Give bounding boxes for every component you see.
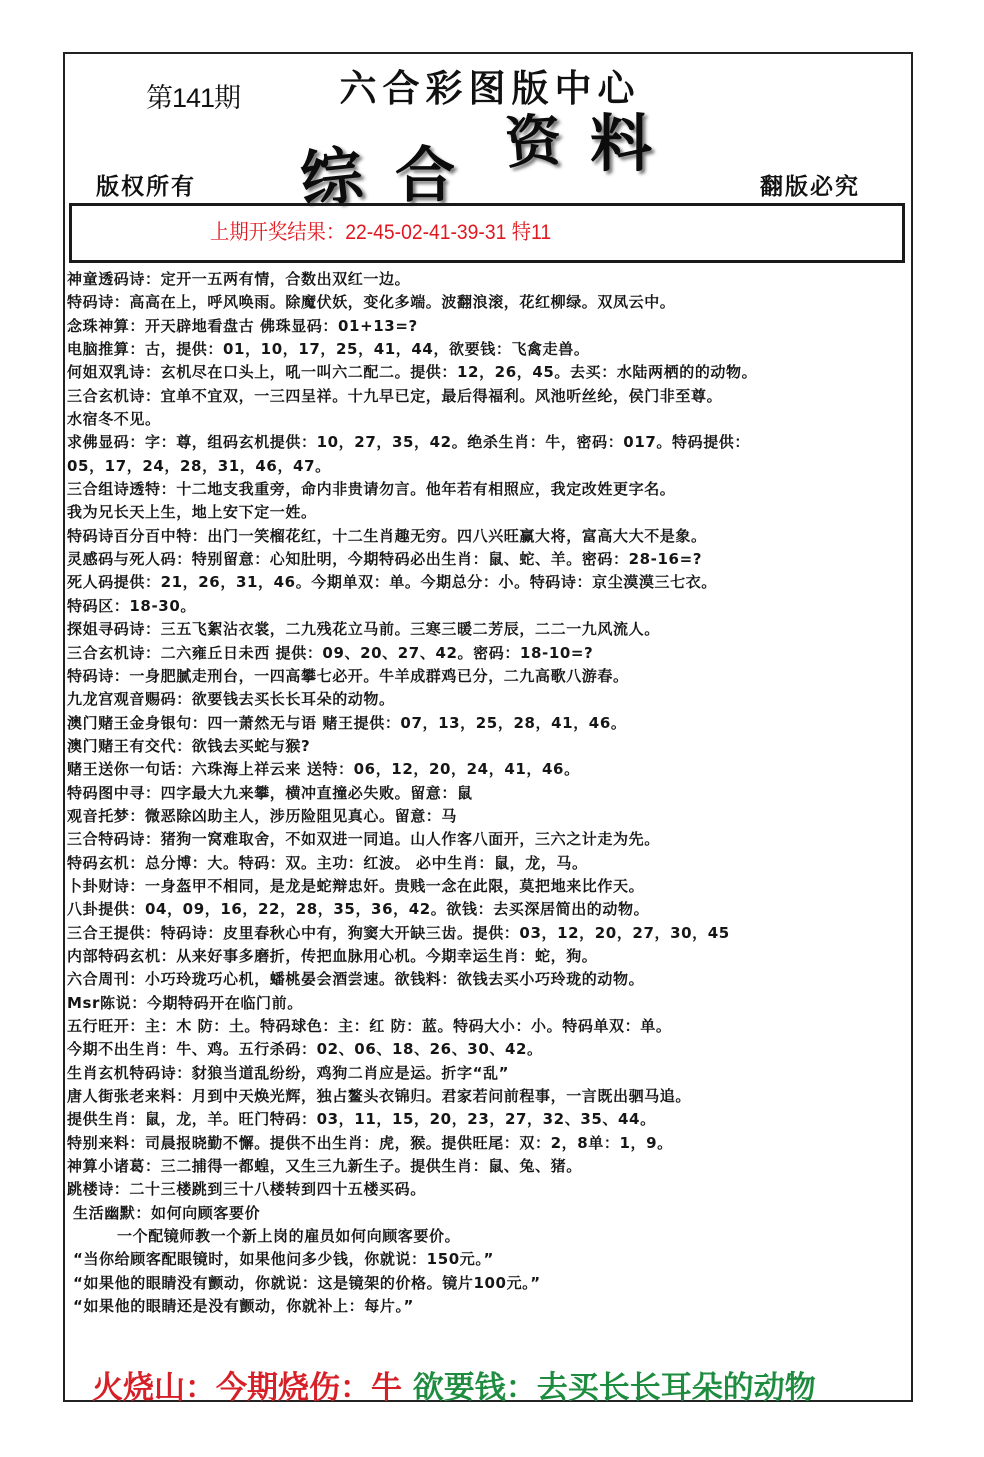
text-line: 水宿冬不见。	[67, 410, 161, 429]
text-line: 三合特码诗：猪狗一窝难取舍，不如双进一同追。山人作客八面开，三六之计走为先。	[67, 830, 660, 849]
text-line: Msr陈说：今期特码开在临门前。	[67, 993, 303, 1012]
last-result-text: 上期开奖结果：22-45-02-41-39-31 特11	[210, 221, 552, 244]
text-line: 澳门赌王有交代：欲钱去买蛇与猴?	[67, 736, 311, 755]
text-line: 何姐双乳诗：玄机尽在口头上，吼一叫六二配二。提供：12，26，45。去买：水陆两栖的的动物。	[67, 363, 758, 382]
text-line: 特码诗：高高在上，呼风唤雨。除魔伏妖，变化多端。波翻浪滚，花红柳绿。双凤云中。	[67, 293, 676, 312]
text-line: 生肖玄机特码诗：豺狼当道乱纷纷，鸡狗二肖应是运。折字“乱”	[67, 1063, 510, 1082]
text-line: 三合王提供：特码诗：皮里春秋心中有，狗窦大开缺三齿。提供：03，12，20，27，30，45	[67, 923, 730, 942]
humor-intro: 一个配镜师教一个新上岗的雇员如何向顾客要价。	[117, 1227, 461, 1246]
text-line: 澳门赌王金身银句：四一萧然无与语 赌王提供：07，13，25，28，41，46。	[67, 713, 627, 732]
humor-title: 生活幽默：如何向顾客要价	[73, 1203, 261, 1222]
copyright-right: 翻版必究	[760, 174, 860, 200]
humor-quote: “如果他的眼睛还是没有颤动，你就补上：每片。”	[73, 1297, 415, 1316]
footer-banner	[92, 1362, 816, 1407]
footer-green-text: 欲要钱：去买长长耳朵的动物	[412, 1370, 816, 1406]
big-title-char-2: 合	[395, 141, 455, 211]
text-line: 我为兄长天上生，地上安下定一姓。	[67, 503, 317, 522]
content-lines	[67, 268, 913, 1318]
text-line: 特码诗：一身肥腻走刑台，一四高攀七必开。牛羊成群鸡已分，二九高歌八游春。	[67, 666, 629, 685]
text-line: 六合周刊：小巧玲珑巧心机，蟠桃晏会酒尝速。欲钱料：欲钱去买小巧玲珑的动物。	[67, 970, 645, 989]
text-line: 探姐寻码诗：三五飞絮沾衣裳，二九残花立马前。三寒三暖二芳辰，二二一九风流人。	[67, 620, 660, 639]
text-line: 今期不出生肖：牛、鸡。五行杀码：02、06、18、26、30、42。	[67, 1040, 543, 1059]
text-line: 特码图中寻：四字最大九来攀，横冲直撞必失败。留意：鼠	[67, 783, 473, 802]
text-line: 赌王送你一句话：六珠海上祥云来 送特：06，12，20，24，41，46。	[67, 760, 580, 779]
text-line: 卜卦财诗：一身盔甲不相同，是龙是蛇辩忠奸。贵贱一念在此限，莫把地来比作天。	[67, 876, 645, 895]
big-title-char-3: 资	[503, 107, 564, 177]
copyright-left: 版权所有	[96, 174, 196, 200]
text-line: 九龙宫观音赐码：欲要钱去买长长耳朵的动物。	[67, 690, 395, 709]
text-line: 提供生肖：鼠，龙，羊。旺门特码：03，11，15，20，23，27，32、35、44。	[67, 1110, 656, 1129]
text-line: 三合组诗透特：十二地支我重旁，命内非贵请勿言。他年若有相照应，我定改姓更字名。	[67, 480, 676, 499]
footer-red-text: 火烧山：今期烧伤：牛	[92, 1370, 402, 1406]
humor-quote: “当你给顾客配眼镜时，如果他问多少钱，你就说：150元。”	[73, 1250, 494, 1269]
text-line: 八卦提供：04，09，16，22，28，35，36，42。欲钱：去买深居简出的动物。	[67, 900, 650, 919]
center-title: 六合彩图版中心	[339, 66, 641, 110]
text-line: 跳楼诗：二十三楼跳到三十八楼转到四十五楼买码。	[67, 1180, 426, 1199]
big-title-char-4: 料	[590, 107, 653, 180]
text-line: 特码玄机：总分博：大。特码：双。主功：红波。 必中生肖：鼠，龙，马。	[67, 853, 588, 872]
text-line: 灵感码与死人码：特别留意：心知肚明，今期特码必出生肖：鼠、蛇、羊。密码：28-16=?	[67, 550, 703, 569]
text-line: 特码诗百分百中特：出门一笑榴花红，十二生肖趣无穷。四八兴旺赢大将，富高大大不是象。	[67, 526, 707, 545]
text-line: 内部特码玄机：从来好事多磨折，传把血脉用心机。今期幸运生肖：蛇，狗。	[67, 946, 598, 965]
text-line: 三合玄机诗：二六雍丘日未西 提供：09、20、27、42。密码：18-10=?	[67, 643, 594, 662]
big-title-char-1: 综	[296, 137, 367, 218]
text-line: 观音托梦：微恶除凶助主人，涉历险阻见真心。留意：马	[67, 806, 458, 825]
issue-number: 第141期	[146, 83, 241, 113]
text-line: 神童透码诗：定开一五两有情，合数出双红一边。	[67, 270, 411, 288]
text-line: 神算小诸葛：三二捕得一都蝗，又生三九新生子。提供生肖：鼠、兔、猪。	[67, 1157, 582, 1176]
text-line: 05，17，24，28，31，46，47。	[67, 456, 331, 475]
text-line: 特码区：18-30。	[67, 596, 196, 615]
text-line: 三合玄机诗：宜单不宜双，一三四呈祥。十九早已定，最后得福利。风池听丝纶，侯门非至尊。	[67, 386, 723, 405]
text-line: 五行旺开：主：木 防：土。特码球色：主：红 防：蓝。特码大小：小。特码单双：单。	[67, 1017, 672, 1035]
text-line: 念珠神算：开天辟地看盘古 佛珠显码：01+13=?	[67, 316, 418, 335]
humor-quote: “如果他的眼睛没有颤动，你就说：这是镜架的价格。镜片100元。”	[73, 1273, 541, 1292]
text-line: 特别来料：司晨报晓勤不懈。提供不出生肖：虎，猴。提供旺尾：双：2，8单：1，9。	[67, 1133, 673, 1152]
text-line: 求佛显码：字：尊，组码玄机提供：10，27，35，42。绝杀生肖：牛，密码：017。特码提供：	[67, 433, 751, 452]
text-line: 唐人街张老来料：月到中天焕光辉，独占鳌头衣锦归。君家若问前程事，一言既出驷马追。	[67, 1087, 692, 1106]
text-line: 死人码提供：21，26，31，46。今期单双：单。今期总分：小。特码诗：京尘漠漠三七衣。	[67, 573, 717, 592]
text-line: 电脑推算：古，提供：01，10，17，25，41，44，欲要钱：飞禽走兽。	[67, 340, 590, 359]
